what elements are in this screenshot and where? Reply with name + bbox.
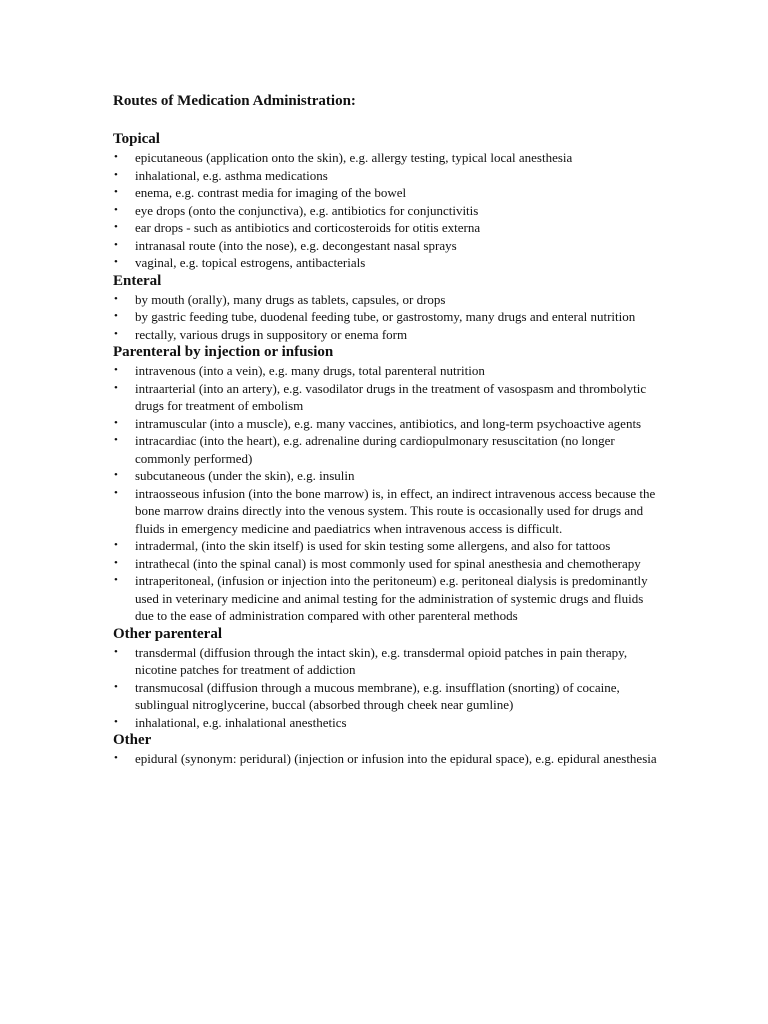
bullet-icon: • — [114, 381, 118, 394]
section-list — [113, 644, 658, 732]
bullet-icon: • — [114, 203, 118, 216]
bullet-icon: • — [114, 486, 118, 499]
list-item — [113, 750, 658, 768]
list-item-text: vaginal, e.g. topical estrogens, antibacterials — [135, 255, 366, 270]
list-item-text: intraarterial (into an artery), e.g. vasodilator drugs in the treatment of vasospasm and thrombolytic drugs for treatment of embolism — [135, 380, 647, 413]
list-item-text: by mouth (orally), many drugs as tablets, capsules, or drops — [135, 291, 446, 307]
bullet-icon: • — [114, 151, 118, 163]
list-item — [113, 714, 658, 732]
section-heading: Parenteral by injection or infusion — [113, 344, 334, 360]
sections-container — [113, 130, 658, 768]
list-item — [113, 219, 658, 237]
list-item — [113, 326, 658, 344]
bullet-icon: • — [114, 256, 118, 268]
list-item — [113, 415, 658, 433]
list-item-text: intradermal, (into the skin itself) is used for skin testing some allergens, and also for tattoos — [135, 538, 611, 553]
list-item — [113, 380, 658, 415]
bullet-icon: • — [114, 469, 118, 481]
list-item — [113, 572, 658, 625]
list-item — [113, 291, 658, 309]
bullet-icon: • — [114, 645, 118, 658]
document-title: Routes of Medication Administration: — [113, 93, 356, 109]
list-item-text: by gastric feeding tube, duodenal feeding tube, or gastrostomy, many drugs and enteral nutrition — [135, 309, 636, 324]
bullet-icon: • — [114, 416, 118, 429]
list-item-text: intracardiac (into the heart), e.g. adrenaline during cardiopulmonary resuscitation (no longer commonly performed) — [135, 433, 615, 466]
bullet-icon: • — [114, 168, 118, 181]
list-item-text: epidural (synonym: peridural) (injection or infusion into the epidural space), e.g. epidural anesthesia — [135, 751, 657, 766]
bullet-icon: • — [114, 292, 118, 305]
bullet-icon: • — [114, 574, 118, 586]
list-item-text: transdermal (diffusion through the intact skin), e.g. transdermal opioid patches in pain therapy, nicotine patches for treatment of addiction — [135, 644, 628, 677]
section-list — [113, 750, 658, 768]
list-item — [113, 555, 658, 573]
bullet-icon: • — [114, 238, 118, 251]
list-item — [113, 237, 658, 255]
bullet-icon: • — [114, 680, 118, 693]
list-item-text: ear drops - such as antibiotics and corticosteroids for otitis externa — [135, 220, 481, 235]
list-item — [113, 432, 658, 467]
section-heading: Other — [113, 732, 152, 748]
bullet-icon: • — [114, 434, 118, 446]
list-item-text: intrathecal (into the spinal canal) is most commonly used for spinal anesthesia and chemotherapy — [135, 555, 641, 571]
list-item-text: rectally, various drugs in suppository or enema form — [135, 326, 408, 342]
list-item-text: intraosseous infusion (into the bone marrow) is, in effect, an indirect intravenous access because the bone marrow drains directly into the venous system. This route is occasionally used for drugs and fluids in emergency medicine and paediatrics when intravenous access is difficult. — [135, 485, 656, 536]
list-item-text: transmucosal (diffusion through a mucous membrane), e.g. insufflation (snorting) of cocaine, sublingual nitroglycerine, buccal (absorbed through cheek near gumline) — [135, 679, 620, 712]
list-item-text: eye drops (onto the conjunctiva), e.g. antibiotics for conjunctivitis — [135, 202, 479, 218]
list-item — [113, 202, 658, 220]
list-item-text: intraperitoneal, (infusion or injection into the peritoneum) e.g. peritoneal dialysis is predominantly used in veterinary medicine and animal testing for the administration of systemic drugs and fluids due to the ease of administration compared with other parenteral methods — [135, 573, 648, 623]
bullet-icon: • — [114, 327, 118, 340]
list-item-text: intranasal route (into the nose), e.g. decongestant nasal sprays — [135, 237, 457, 253]
list-item-text: epicutaneous (application onto the skin), e.g. allergy testing, typical local anesthesia — [135, 150, 573, 165]
bullet-icon: • — [114, 186, 118, 198]
bullet-icon: • — [114, 715, 118, 728]
list-item — [113, 467, 658, 485]
section-heading: Enteral — [113, 272, 162, 289]
list-item — [113, 537, 658, 555]
section-list — [113, 291, 658, 344]
section-heading: Topical — [113, 131, 160, 147]
list-item — [113, 167, 658, 185]
bullet-icon: • — [114, 752, 118, 764]
list-item-text: intramuscular (into a muscle), e.g. many vaccines, antibiotics, and long-term psychoactive agents — [135, 415, 642, 431]
list-item-text: enema, e.g. contrast media for imaging of the bowel — [135, 185, 407, 200]
list-item — [113, 644, 658, 679]
section-list — [113, 362, 658, 625]
bullet-icon: • — [114, 221, 118, 233]
section-heading: Other parenteral — [113, 625, 223, 642]
list-item — [113, 184, 658, 202]
bullet-icon: • — [114, 539, 118, 551]
list-item — [113, 308, 658, 326]
list-item — [113, 149, 658, 167]
bullet-icon: • — [114, 310, 118, 322]
list-item — [113, 485, 658, 538]
list-item — [113, 679, 658, 714]
list-item-text: inhalational, e.g. inhalational anesthetics — [135, 714, 347, 730]
list-item — [113, 362, 658, 380]
list-item-text: intravenous (into a vein), e.g. many drugs, total parenteral nutrition — [135, 363, 485, 378]
document-page — [113, 92, 658, 768]
list-item-text: inhalational, e.g. asthma medications — [135, 167, 328, 183]
list-item-text: subcutaneous (under the skin), e.g. insulin — [135, 468, 355, 483]
bullet-icon: • — [114, 364, 118, 376]
bullet-icon: • — [114, 556, 118, 569]
list-item — [113, 254, 658, 272]
section-list — [113, 149, 658, 272]
